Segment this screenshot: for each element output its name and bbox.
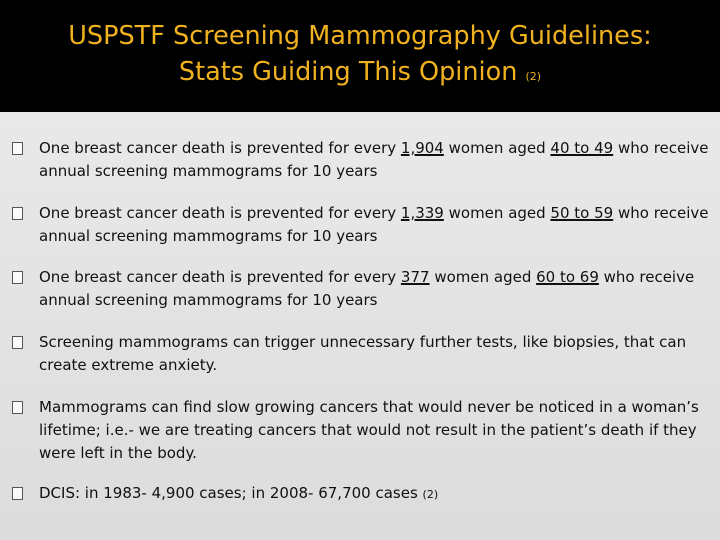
bullet-box-icon xyxy=(12,401,23,414)
stat-number: 1,904 xyxy=(400,139,444,157)
slide-title xyxy=(0,18,720,95)
bullet-box-icon xyxy=(12,271,23,284)
title-line-2-text: Stats Guiding This Opinion xyxy=(178,57,518,87)
bullet-text xyxy=(39,137,716,183)
bullet-text-part: One breast cancer death is prevented for every xyxy=(39,139,401,157)
bullet-text: Mammograms can find slow growing cancers that would never be noticed in a woman’s lifetime; i.e.- we are treating cancers that would not result in the patient’s death if they were left in the body. xyxy=(39,398,699,462)
bullet-text: Screening mammograms can trigger unnecessary further tests, like biopsies, that can create extreme anxiety. xyxy=(39,333,687,374)
bullet-text xyxy=(39,202,716,248)
stat-number: 1,339 xyxy=(400,204,444,222)
citation: (2) xyxy=(422,488,439,501)
bullet-box-icon xyxy=(12,487,23,500)
bullet-text-part: DCIS: in 1983- 4,900 cases; in 2008- 67,700 cases xyxy=(39,484,418,502)
title-band xyxy=(0,0,720,112)
bullet-text-part: women aged xyxy=(443,204,551,222)
bullet-text-part: who receive annual screening mammograms for 10 years xyxy=(39,139,709,180)
title-citation: (2) xyxy=(525,70,542,83)
bullet-box-icon xyxy=(12,207,23,220)
bullet-text-part: who receive annual screening mammograms for 10 years xyxy=(39,204,709,245)
bullet-text-part: women aged xyxy=(443,139,551,157)
bullet-text xyxy=(39,482,716,506)
bullet-text-part: who receive annual screening mammograms for 10 years xyxy=(39,268,695,309)
bullet-text-part: One breast cancer death is prevented for every xyxy=(39,204,401,222)
bullet-box-icon xyxy=(12,142,23,155)
age-range: 60 to 69 xyxy=(536,268,599,286)
age-range: 50 to 59 xyxy=(550,204,614,222)
bullet-text-part: One breast cancer death is prevented for every xyxy=(39,268,401,286)
title-line-2 xyxy=(0,54,720,95)
stat-number: 377 xyxy=(400,268,430,286)
bullet-box-icon xyxy=(12,336,23,349)
bullet-text-part: women aged xyxy=(429,268,537,286)
age-range: 40 to 49 xyxy=(550,139,614,157)
title-line-1: USPSTF Screening Mammography Guidelines: xyxy=(68,21,652,51)
content-panel xyxy=(0,112,720,540)
bullet-text xyxy=(39,266,716,312)
